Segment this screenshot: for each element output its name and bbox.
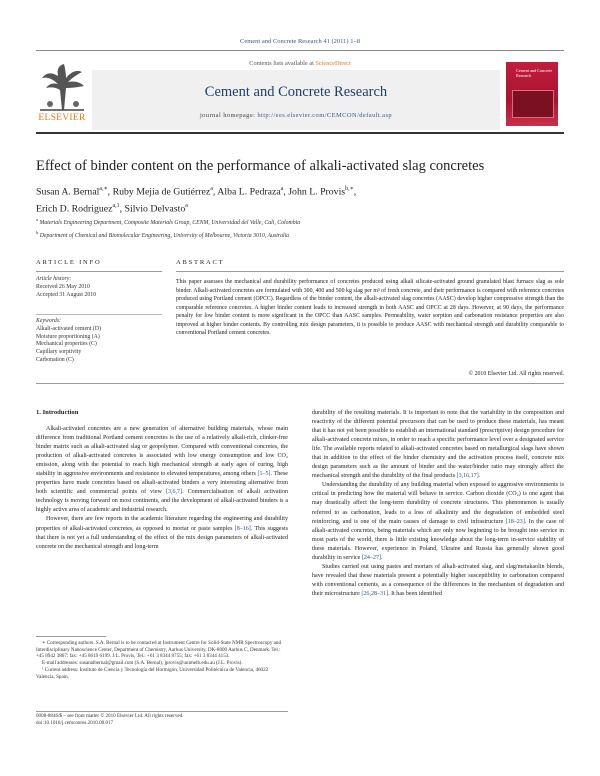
citation-link[interactable]: [18–23] (505, 518, 525, 525)
article-info-rule (36, 271, 162, 272)
elsevier-wordmark: ELSEVIER (38, 113, 86, 123)
journal-title[interactable]: Cement and Concrete Research (204, 84, 388, 100)
journal-cover (506, 62, 558, 126)
bottom-rule (36, 711, 288, 712)
body-text: Understanding the durability of any building material when exposed to aggressive environments is critical in predicting how the material will behave in service. Carbon dioxide (CO₂) is one agent that may drastically affect the long-term durability of concrete structures. This phenomenon is usually referred to as carbonation, leads to a loss of alkalinity and the degradation of embedded steel reinforcing, and is one of the main causes of damage to civil infrastructure (312, 482, 564, 525)
accepted-date: Accepted 31 August 2010 (36, 291, 97, 298)
keyword: Mechanical properties (C) (36, 341, 97, 348)
abstract-heading: ABSTRACT (176, 259, 225, 266)
history-label: Article history: (36, 276, 72, 282)
affiliation-line (36, 215, 556, 228)
keywords-label: Keywords: (36, 318, 61, 324)
received-date: Received 26 May 2010 (36, 283, 90, 290)
cover-title: Cement and Concrete Research (516, 68, 553, 78)
body-text: However, there are few reports in the academic literature regarding the engineering and durability properties of alkali-activated concretes, as opposed to mortar or paste samples (36, 516, 288, 532)
right-column (312, 409, 564, 599)
author-separator: , (107, 186, 113, 198)
author-marker: a (210, 186, 213, 192)
journal-homepage (92, 112, 500, 119)
sciencedirect-link[interactable]: ScienceDirect (315, 60, 351, 67)
author-marker: a,1 (112, 203, 120, 210)
author-name[interactable]: Ruby Mejía de Gutiérrez (112, 186, 211, 198)
keyword: Alkali-activated cement (D) (36, 325, 102, 332)
homepage-prefix: journal homepage: (199, 112, 258, 119)
body-text: . (478, 473, 481, 480)
article-title: Effect of binder content on the performance of alkali-activated slag concretes (36, 158, 485, 174)
citation-link[interactable]: [8–16] (234, 525, 251, 532)
author-marker: a,∗ (99, 186, 108, 192)
footnote: ∗ Corresponding authors. S.A. Bernal is to be contacted at Instrument Centre for Solid-State NMR Spectroscopy and Interdisciplinary Nanoscience Center, Department of Chemistry, Aarhus University, DK-8000 Aarhus C, Denmark. Tel.: +45 8942 3867; fax: +45 8619 6199. J.L. Provis, Tel.: +61 3 8344 8755; fax: +61 3 8344 4153. (36, 640, 282, 660)
author-name[interactable]: Alba L. Pedraza (217, 186, 281, 198)
body-text: . This suggests that there is not yet a full understanding of the effect of the mix design parameters of alkali-activated concrete on the mechanical strength and long-term (36, 525, 288, 550)
section-heading: 1. Introduction (36, 409, 79, 416)
running-header: Cement and Concrete Research 41 (2011) 1–8 (240, 38, 360, 45)
author-marker: b,∗ (345, 186, 354, 192)
citation-link[interactable]: [3,6,7] (165, 489, 183, 496)
citation-link[interactable]: [24–27] (361, 554, 382, 561)
elsevier-tree-logo (36, 60, 88, 112)
author-name[interactable]: Susan A. Bernal (36, 186, 100, 198)
keyword: Carbonation (C) (36, 356, 74, 363)
header-bottom-rule (36, 132, 564, 134)
homepage-link[interactable]: http://ees.elsevier.com/CEMCON/default.asp (257, 112, 393, 119)
affiliation-text: Materials Engineering Department, Composite Materials Group, CENM, Universidad del Valle, Cali, Colombia (38, 219, 301, 226)
keyword: Moisture proportioning (A) (36, 333, 100, 340)
affiliations (36, 215, 556, 241)
body-text: . These properties have made concretes based on alkali-activated binders a very interesting alternative from both scientific and commercial points of view (36, 471, 288, 496)
footnotes (36, 640, 288, 680)
body-text: . (381, 554, 383, 561)
copyright: © 2010 Elsevier Ltd. All rights reserved. (468, 371, 564, 377)
footnote: ¹ Current address: Instituto de Ciencia y Tecnología del Hormigón, Universidad Politécnica de Valencia, 46022 Valencia, Spain. (36, 666, 269, 680)
body-text: . In the case of alkali-activated concretes, being materials which are only now beginning to be brought into service in most parts of the world, there is little existing knowledge about the long-term in-service stability of these materials. However, experience in Poland, Ukraine and Russia has generally shown good durability in service (312, 518, 564, 561)
body-paragraph (312, 481, 564, 562)
citation-link[interactable]: [3,16,17] (456, 473, 479, 480)
keyword: Capillary sorptivity (36, 349, 82, 356)
contents-prefix: Contents lists available at (249, 60, 316, 67)
cover-image (512, 90, 554, 118)
citation-link[interactable]: [1–5] (257, 471, 271, 478)
author-marker: a (280, 186, 284, 192)
author-separator: , (283, 186, 289, 198)
body-text: durability of the resulting materials. It is important to note that the variability in the composition and reactivity of the different potential precursors that can be used to produce these materials, has meant that it has not yet been possible to establish an international standard (prescriptive) design procedure for alkali-activated concrete mixes, in order to reach a specific performance level over a designated service life. The available reports related to alkali-activated concretes based on metallurgical slags have shown that in addition to the effect of the binder chemistry and the activation process itself, concrete mix design parameters such as the amount of binder and the water/binder ratio may strongly affect the mechanical strength and the durability of the final products (312, 410, 564, 480)
affiliation-marker: a (36, 217, 39, 222)
footnote-rule (36, 636, 106, 637)
author-separator: , (119, 203, 125, 215)
affiliation-text: Department of Chemical and Biomolecular Engineering, University of Melbourne, Victoria 3010, Australia (38, 232, 290, 239)
abstract-text: This paper assesses the mechanical and durability performance of concretes produced using alkali silicate-activated ground granulated blast furnace slag as sole binder. Alkali-activated concretes are formulated with 300, 400 and 500 kg slag per m³ of fresh concrete, and their performance is compared with reference concretes produced using Portland cement (OPCC). Regardless of the binder content, the alkali-activated slag concretes (AASC) develop higher compressive strength than the comparable reference concretes. A higher binder content leads to increased strength in both AASC and OPCC at 28 days. However, at 90 days, the performance penalty for low binder content is more significant in the OPCC than AASC samples. Permeability, water sorption and carbonation resistance properties are also improved at higher binder contents. By controlling mix design parameters, it is possible to produce AASC with mechanical strength and durability comparable to conventional Portland cement concretes. (176, 279, 564, 336)
issn-line: 0008-8846/$ – see front matter © 2010 Elsevier Ltd. All rights reserved. (36, 713, 184, 719)
article-history (36, 276, 162, 299)
keywords-rule (36, 314, 162, 315)
abstract-bottom-rule (36, 383, 564, 384)
body-text: . Commercialisation of alkali activation technology is moving forward on most continents, and the development of alkali-activated binders is a highly active area of academic and industrial research. (36, 489, 288, 514)
author-marker: a (185, 203, 188, 210)
author-list (36, 182, 556, 217)
body-paragraph (36, 425, 288, 515)
keywords-block (36, 318, 162, 365)
header-top-rule (36, 50, 564, 51)
footnote: E-mail addresses: susanalbernal@gmail.com (S.A. Bernal), jprovis@unimelb.edu.au (J.L. Provis). (42, 660, 243, 667)
author-separator: , (353, 186, 357, 198)
citation-link[interactable]: [26,28–31] (361, 590, 389, 597)
body-paragraph (312, 409, 564, 481)
body-text: Studies carried out using pastes and mortars of alkali-activated slag, and slag/metakaolin blends, have revealed that these materials present a potentially higher susceptibility to carbonation compared with conventional cements, as a consequence of the differences in the mechanism of degradation and their microstructure (312, 563, 564, 597)
issn-line: doi:10.1016/j.cemconres.2010.08.017 (36, 719, 114, 726)
affiliation-marker: b (36, 229, 39, 235)
body-text: . It has been identified (388, 590, 442, 597)
author-name[interactable]: John L. Provis (288, 186, 346, 198)
body-paragraph (36, 515, 288, 551)
body-text: Alkali-activated concretes are a new generation of alternative building materials, whose main difference from traditional Portland cement concretes is the use of a relatively alkali-rich, clinker-free binder matrix such as alkali-activated slag or geopolymer. Compared with conventional concretes, the production of alkali-activated concretes is associated with low energy consumption and low CO₂ emission, along with the potential to reach high mechanical strength at early ages of curing, high stability in aggressive environments and resistance to elevated temperatures, among others (36, 426, 288, 478)
left-column (36, 425, 288, 552)
author-separator: , (212, 186, 218, 198)
body-paragraph (312, 563, 564, 599)
abstract-rule (176, 271, 564, 272)
author-name[interactable]: Erich D. Rodriguez (36, 203, 113, 215)
author-name[interactable]: Silvio Delvasto (124, 203, 186, 215)
keywords-list (36, 326, 162, 365)
article-info-heading: ARTICLE INFO (36, 259, 102, 266)
issn-block (36, 713, 288, 726)
affiliation-line (36, 228, 556, 241)
